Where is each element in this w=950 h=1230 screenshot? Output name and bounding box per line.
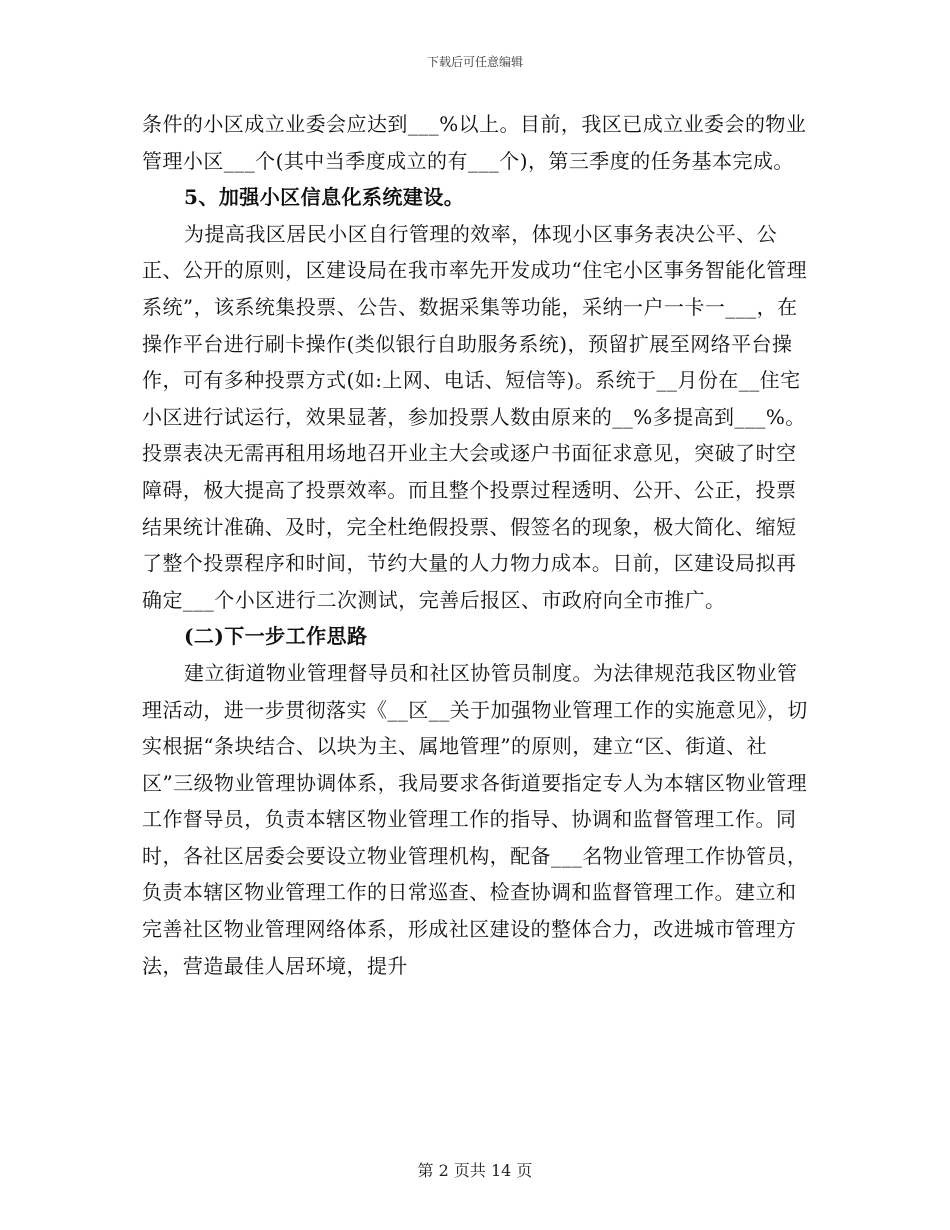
section-heading-next-steps: (二)下一步工作思路 <box>184 624 368 649</box>
paragraph-info-system: 为提高我区居民小区自行管理的效率，体现小区事务表决公平、公正、公开的原则，区建设局在我市率先开发成功“住宅小区事务智能化管理系统”，该系统集投票、公告、数据采集等功能，采纳一户一卡一___，在操作平台进行刷卡操作(类似银行自助服务系统)，预留扩展至网络平台操作，可有多种投票方式(如:上网、电话、短信等)。系统于__月份在__住宅小区进行试运行，效果显著，参加投票人数由原来的__%多提高到___%。投票表决无需再租用场地召开业主大会或逐户书面征求意见，突破了时空障碍，极大提高了投票效率。而且整个投票过程透明、公开、公正，投票结果统计准确、及时，完全杜绝假投票、假签名的现象，极大简化、缩短了整个投票程序和时间，节约大量的人力物力成本。日前，区建设局拟再确定___个小区进行二次测试，完善后报区、市政府向全市推广。 <box>142 221 808 612</box>
page-header: 下载后可任意编辑 <box>426 55 523 69</box>
page-number: 第 2 页共 14 页 <box>417 1161 533 1180</box>
document-body <box>142 106 810 984</box>
section-heading-5: 5、加强小区信息化系统建设。 <box>184 185 465 210</box>
paragraph-continuation: 条件的小区成立业委会应达到___%以上。目前，我区已成立业委会的物业管理小区___个(其中当季度成立的有___个)，第三季度的任务基本完成。 <box>142 112 807 173</box>
paragraph-supervisor-system: 建立街道物业管理督导员和社区协管员制度。为法律规范我区物业管理活动，进一步贯彻落实《__区__关于加强物业管理工作的实施意见》，切实根据“条块结合、以块为主、属地管理”的原则，建立“区、街道、社区”三级物业管理协调体系，我局要求各街道要指定专人为本辖区物业管理工作督导员，负责本辖区物业管理工作的指导、协调和监督管理工作。同时，各社区居委会要设立物业管理机构，配备___名物业管理工作协管员，负责本辖区物业管理工作的日常巡查、检查协调和监督管理工作。建立和完善社区物业管理网络体系，形成社区建设的整体合力，改进城市管理方法，营造最佳人居环境，提升 <box>142 660 808 978</box>
